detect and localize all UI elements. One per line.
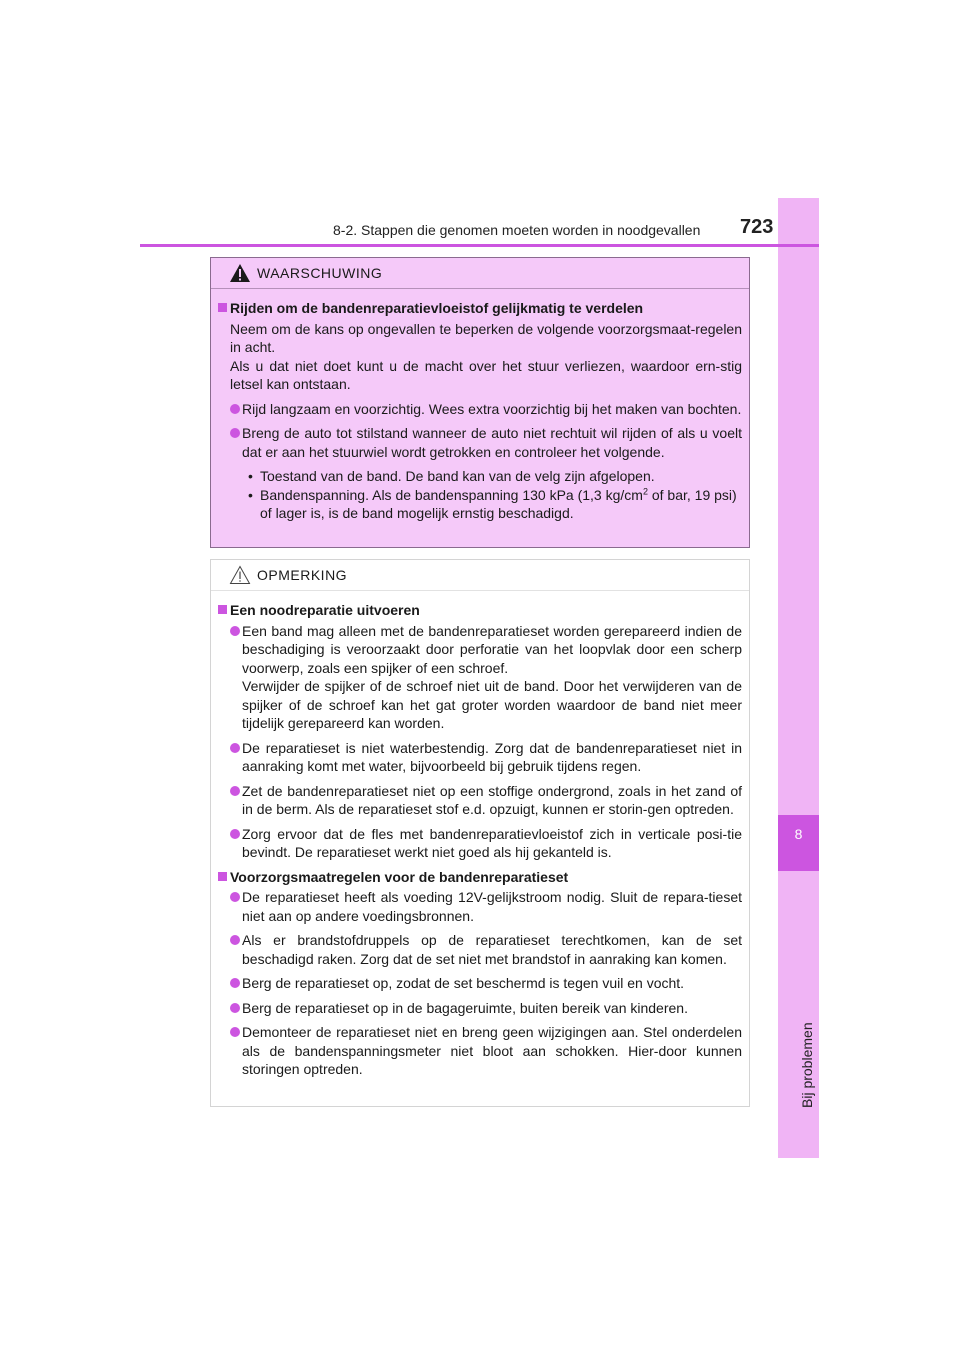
round-bullet-icon (230, 626, 240, 636)
list-item-text: Berg de reparatieset op in de bagageruimte, buiten bereik van kinderen. (242, 999, 688, 1016)
list-item (218, 782, 742, 819)
list-item (218, 1023, 742, 1079)
warning-title: WAARSCHUWING (257, 265, 383, 281)
caution-triangle-outline-icon (229, 565, 251, 585)
round-bullet-icon (230, 786, 240, 796)
warning-box (210, 257, 750, 548)
warning-body (211, 289, 749, 523)
list-item-text: Als er brandstofdruppels op de reparatieset terechtkomen, kan de set beschadigd raken. Zorg dat de set niet met brandstof in aanraking kan komen. (242, 932, 742, 967)
list-item-text: Rijd langzaam en voorzichtig. Wees extra voorzichtig bij het maken van bochten. (242, 400, 742, 417)
warning-heading (218, 299, 742, 318)
list-item (218, 888, 742, 925)
round-bullet-icon (230, 935, 240, 945)
sub-list-item (218, 486, 742, 523)
warning-triangle-icon (229, 263, 251, 283)
sub-bullet-mark: • (248, 468, 253, 484)
round-bullet-icon (230, 428, 240, 438)
list-item (218, 931, 742, 968)
header-divider (140, 244, 819, 247)
round-bullet-icon (230, 978, 240, 988)
warning-heading-text: Rijden om de bandenreparatievloeistof gelijkmatig te verdelen (230, 300, 644, 316)
list-item-text: Een band mag alleen met de bandenreparatieset worden gerepareerd indien de beschadiging is veroorzaakt door perforatie van het loopvlak door een scherp voorwerp, zoals een spijker of een schroef. (242, 622, 742, 676)
sub-list-item-text: Toestand van de band. De band kan van de velg zijn afgelopen. (260, 468, 655, 484)
square-bullet-icon (218, 303, 227, 312)
list-item-text: Demonteer de reparatieset niet en breng geen wijzigingen aan. Stel onderdelen als de bandenspanningsmeter niet bloot aan schokken. Hier-door kunnen storingen optreden. (242, 1024, 742, 1077)
square-bullet-icon (218, 872, 227, 881)
warning-intro-1: Neem om de kans op ongevallen te beperken de volgende voorzorgsmaat-regelen in acht. (230, 320, 742, 355)
sub-list-item (218, 467, 742, 486)
note-box-header (211, 560, 749, 591)
list-item-text: Breng de auto tot stilstand wanneer de auto niet rechtuit wil rijden of als u voelt dat er aan het stuurwiel wordt getrokken en controleer het volgende. (242, 425, 742, 460)
round-bullet-icon (230, 892, 240, 902)
list-item-text: Zet de bandenreparatieset niet op een stoffige ondergrond, zoals in het zand of in de berm. Als de reparatieset stof e.d. opzuigt, kunnen er storin-gen optreden. (242, 782, 742, 817)
sub-list-item-text-cont: of bar, 19 psi) of lager is, is de band mogelijk ernstig beschadigd. (260, 486, 737, 521)
note-box (210, 559, 750, 1107)
chapter-number: 8 (794, 826, 803, 842)
sub-list-item-text: Bandenspanning. Als de bandenspanning 130 kPa (1,3 kg/cm (260, 486, 643, 503)
warning-intro-2: Als u dat niet doet kunt u de macht over het stuur verliezen, waardoor ern-stig letsel kan ontstaan. (230, 357, 742, 392)
round-bullet-icon (230, 1027, 240, 1037)
round-bullet-icon (230, 743, 240, 753)
round-bullet-icon (230, 1003, 240, 1013)
list-item (218, 424, 742, 461)
sub-bullet-mark: • (248, 486, 253, 503)
square-bullet-icon (218, 605, 227, 614)
list-item (218, 622, 742, 733)
list-item-text: Zorg ervoor dat de fles met bandenreparatievloeistof zich in verticale posi-tie bevindt. De reparatieset werkt niet goed als hij gekanteld is. (242, 825, 742, 860)
chapter-title: Bij problemen (799, 1022, 815, 1108)
page-number: 723 (740, 216, 774, 238)
superscript: 2 (642, 485, 648, 496)
note-section-heading (218, 868, 742, 887)
note-section-heading (218, 601, 742, 620)
note-title: OPMERKING (257, 567, 348, 583)
note-section-heading-text: Voorzorgsmaatregelen voor de bandenreparatieset (230, 868, 569, 885)
list-item (218, 999, 742, 1018)
warning-box-header (211, 258, 749, 289)
list-item (218, 739, 742, 776)
list-item (218, 974, 742, 993)
note-body (211, 591, 749, 1079)
round-bullet-icon (230, 829, 240, 839)
list-item-text-cont: Verwijder de spijker of de schroef niet uit de band. Door het verwijderen van de spijker of de schroef kan het gat groter worden waardoor de band niet meer tijdelijk gerepareerd kan worden. (242, 678, 742, 731)
note-section-heading-text: Een noodreparatie uitvoeren (230, 602, 420, 618)
round-bullet-icon (230, 404, 240, 414)
list-item-text: De reparatieset heeft als voeding 12V-gelijkstroom nodig. Sluit de repara-tieset niet aan op andere voedingsbronnen. (242, 889, 742, 924)
list-item (218, 825, 742, 862)
list-item-text: De reparatieset is niet waterbestendig. Zorg dat de bandenreparatieset niet in aanraking komt met water, bijvoorbeeld bij gebruik tijdens regen. (242, 739, 742, 774)
list-item (218, 400, 742, 419)
section-header: 8-2. Stappen die genomen moeten worden in noodgevallen (333, 222, 701, 238)
list-item-text: Berg de reparatieset op, zodat de set beschermd is tegen vuil en vocht. (242, 975, 685, 991)
chapter-side-tab (778, 198, 819, 1158)
chapter-number-block (778, 815, 819, 871)
